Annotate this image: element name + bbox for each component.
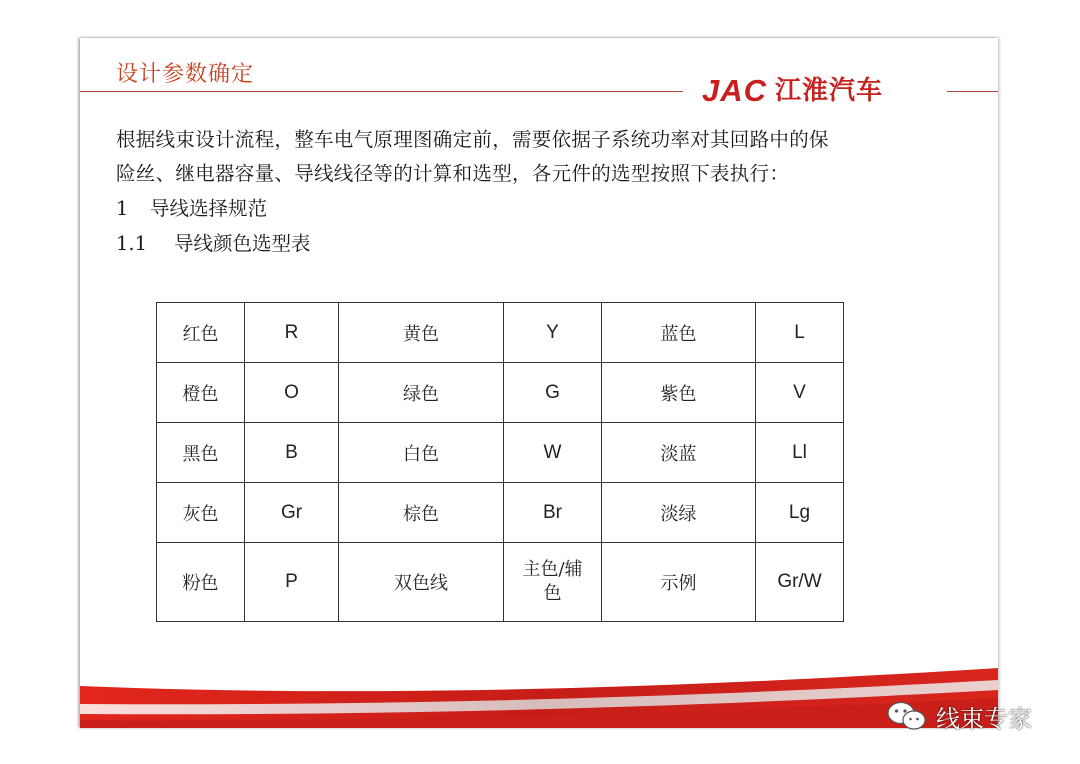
logo-latin-text: JAC <box>702 73 768 108</box>
color-code-cell: P <box>245 543 339 622</box>
color-name-cell: 黄色 <box>339 303 504 363</box>
color-code-cell: L <box>756 303 844 363</box>
section-label: 导线选择规范 <box>150 197 268 220</box>
color-name-cell: 绿色 <box>339 363 504 423</box>
color-name-cell: 黑色 <box>157 423 245 483</box>
color-code-cell: B <box>245 423 339 483</box>
slide-title: 设计参数确定 <box>116 62 255 87</box>
color-name-cell: 灰色 <box>157 483 245 543</box>
color-code-cell: W <box>504 423 602 483</box>
color-name-cell: 橙色 <box>157 363 245 423</box>
logo-chinese-text: 江淮汽车 <box>775 76 884 106</box>
color-code-cell: Y <box>504 303 602 363</box>
color-code-cell: Gr/W <box>756 543 844 622</box>
color-code-cell: Gr <box>245 483 339 543</box>
subsection-label: 导线颜色选型表 <box>174 232 311 255</box>
body-text <box>116 123 976 261</box>
color-code-cell <box>504 543 602 622</box>
color-name-cell: 红色 <box>157 303 245 363</box>
color-name-cell: 棕色 <box>339 483 504 543</box>
footer-swoosh <box>80 658 998 728</box>
table-row <box>157 303 844 363</box>
color-name-cell: 紫色 <box>602 363 756 423</box>
table-row <box>157 543 844 622</box>
table-row <box>157 423 844 483</box>
watermark <box>884 700 1032 732</box>
color-code-cell: Br <box>504 483 602 543</box>
color-name-cell: 双色线 <box>339 543 504 622</box>
color-name-cell: 示例 <box>602 543 756 622</box>
paragraph-line-2: 险丝、继电器容量、导线线径等的计算和选型，各元件的选型按照下表执行： <box>116 162 790 185</box>
paragraph-line-1: 根据线束设计流程，整车电气原理图确定前，需要依据子系统功率对其回路中的保 <box>116 128 829 151</box>
title-rule-left <box>80 91 683 92</box>
subsection-number: 1.1 <box>116 232 148 255</box>
section-number: 1 <box>116 197 129 220</box>
color-code-cell: Ll <box>756 423 844 483</box>
slide <box>80 38 998 728</box>
color-code-cell: V <box>756 363 844 423</box>
color-name-cell: 粉色 <box>157 543 245 622</box>
table-row <box>157 363 844 423</box>
jac-logo <box>702 74 883 108</box>
wire-color-table <box>156 302 844 622</box>
table-row <box>157 483 844 543</box>
color-code-cell: O <box>245 363 339 423</box>
color-name-cell: 蓝色 <box>602 303 756 363</box>
color-code-cell: R <box>245 303 339 363</box>
subsection-heading <box>116 227 976 261</box>
color-name-cell: 白色 <box>339 423 504 483</box>
color-code-cell: G <box>504 363 602 423</box>
section-heading <box>116 192 976 226</box>
color-code-cell: Lg <box>756 483 844 543</box>
watermark-text: 线束专家 <box>936 704 1032 733</box>
title-rule-right <box>947 91 998 92</box>
color-name-cell: 淡绿 <box>602 483 756 543</box>
two-color-note: 主色/辅色 <box>522 559 583 604</box>
wechat-icon <box>884 700 930 732</box>
color-name-cell: 淡蓝 <box>602 423 756 483</box>
